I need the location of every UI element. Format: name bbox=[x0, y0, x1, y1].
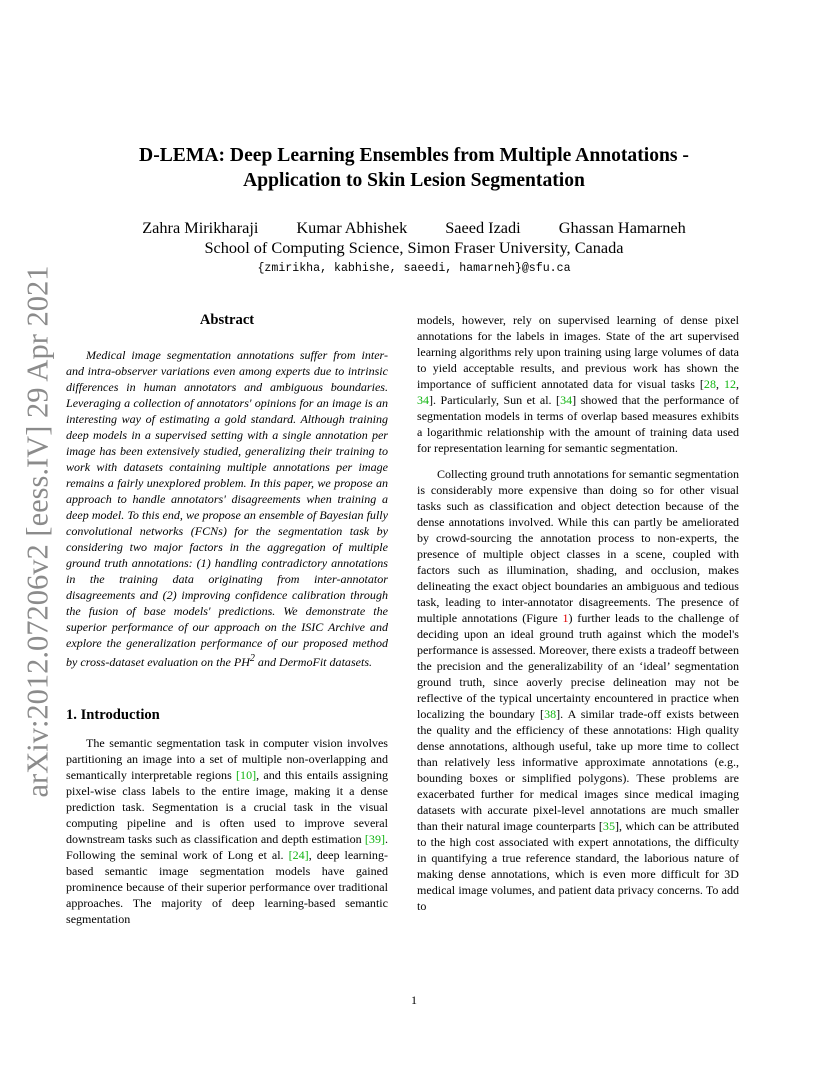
intro-paragraph-1 bbox=[66, 735, 388, 927]
author-name: Saeed Izadi bbox=[445, 218, 521, 237]
figure-reference-link[interactable]: 1 bbox=[562, 611, 569, 625]
introduction-heading: 1. Introduction bbox=[66, 707, 160, 724]
intro-text: ]. Particularly, Sun et al. [ bbox=[429, 393, 561, 407]
superscript-2: 2 bbox=[249, 653, 255, 664]
citation-link[interactable]: [24] bbox=[288, 848, 309, 863]
paper-title-line-1: D-LEMA: Deep Learning Ensembles from Multiple Annotations - bbox=[139, 145, 689, 166]
intro-text: The semantic segmentation task in computer vision involves partitioning an image into a set of multiple non-overlapping and semantically interpretable regions bbox=[66, 736, 388, 783]
citation-link[interactable]: 28 bbox=[703, 377, 716, 391]
abstract-body bbox=[66, 347, 388, 670]
intro-text: ) further leads to the challenge of deciding upon an ideal ground truth against which the model's performance is assessed. Moreover, there exists a tradeoff between the precision and the generalizability of an ‘ideal’ segmentation ground truth, since aoverly precise delineation may not be reflective of the typical uncertainty encountered in practice when localizing the boundary [ bbox=[417, 611, 739, 721]
citation-link[interactable]: 12 bbox=[723, 377, 736, 391]
citation-link[interactable]: 38 bbox=[544, 707, 557, 721]
intro-text: Collecting ground truth annotations for semantic segmentation is considerably more expensive than doing so for other visual tasks such as classification and object detection because of the dense annotations involved. While this can partly be ameliorated by crowd-sourcing the annotation process to non-experts, the presence of multiple object classes in a scene, coupled with factors such as illumination, shading, and occlusion, makes delineating the exact object boundaries an ambiguous and tedious task, leading to inter-annotator disagreements. The presence of multiple annotations (Figure bbox=[417, 467, 739, 625]
intro-text: , bbox=[715, 377, 724, 391]
right-column bbox=[417, 312, 739, 914]
abstract-text-part: Medical image segmentation annotations suffer from inter- and intra-observer variations even among experts due to intrinsic differences in human annotators and ambiguous boundaries. Leveraging a collection of annotators' opinions for an image is an interesting way of estimating a gold standard. Although training deep models in a supervised setting with a single annotation per image has been extensively studied, generalizing their training to work with datasets containing multiple annotations per image remains a fairly unexplored problem. In this paper, we propose an approach to handle annotators' disagreements when training a deep model. To this end, we propose an ensemble of Bayesian fully convolutional networks (FCNs) for the segmentation task by considering two major factors in the aggregation of multiple ground truth annotations: (1) handling contradictory annotations in the training data originating from inter-annotator disagreements and (2) improving confidence calibration through the fusion of base models' predictions. We demonstrate the superior performance of our approach on the ISIC Archive and explore the generalization performance of our proposed method by cross-dataset evaluation on the PH bbox=[66, 348, 388, 670]
author-emails: {zmirikha, kabhishe, saeedi, hamarneh}@sfu.ca bbox=[257, 262, 571, 275]
left-column bbox=[66, 312, 388, 927]
author-name: Kumar Abhishek bbox=[296, 218, 408, 237]
citation-link[interactable]: 34 bbox=[417, 393, 430, 407]
citation-link[interactable]: 35 bbox=[602, 819, 615, 833]
author-name: Ghassan Hamarneh bbox=[558, 218, 686, 237]
page-number: 1 bbox=[410, 993, 418, 1007]
paper-title-line-2: Application to Skin Lesion Segmentation bbox=[243, 170, 585, 191]
intro-text: , deep learning-based semantic image segmentation models have gained prominence because of their superior performance over traditional approaches. The majority of deep learning-based semantic segmentation bbox=[66, 848, 388, 927]
arxiv-identifier-text: arXiv:2012.07206v2 [eess.IV] 29 Apr 2021 bbox=[20, 265, 55, 797]
intro-text: , and this entails assigning pixel-wise class labels to the entire image, making it a dense prediction task. Segmentation is a crucial task in the visual computing pipeline and is often used to improve several downstream tasks such as classification and depth estimation bbox=[66, 768, 388, 847]
intro-paragraph-2 bbox=[417, 466, 739, 914]
abstract-text-part: and DermoFit datasets. bbox=[254, 655, 373, 670]
intro-text: ] showed that the performance of segmentation models in terms of overlap based measures exhibits a logarithmic relationship with the amount of training data used for representation learning for semantic segmentation. bbox=[417, 393, 740, 455]
intro-text: models, however, rely on supervised learning of dense pixel annotations for the labels in images. State of the art supervised learning algorithms rely upon training using large volumes of data to yield acceptable results, and previous work has shown the importance of sufficient annotated data for visual tasks [ bbox=[417, 313, 739, 391]
author-name: Zahra Mirikharaji bbox=[142, 218, 259, 237]
intro-text: ], which can be attributed to the high cost associated with expert annotations, the difficulty in quantifying a true reference standard, the laborious nature of making dense annotations, which is even more difficult for 3D medical image volumes, and patient data privacy concerns. To add to bbox=[417, 819, 740, 913]
citation-link[interactable]: [10] bbox=[236, 768, 257, 783]
abstract-heading: Abstract bbox=[199, 312, 255, 328]
citation-link[interactable]: [39] bbox=[364, 832, 385, 847]
intro-text: , bbox=[735, 377, 739, 391]
citation-link[interactable]: 34 bbox=[560, 393, 573, 407]
intro-text: ]. A similar trade-off exists between the quality and the efficiency of these annotations: High quality dense annotations, although useful, take up more time to collect than relatively less informative approximate annotations (e.g., bounding boxes or simplified polygons). These problems are exacerbated further for medical images since medical imaging datasets with accurate pixel-level annotations are much smaller than their natural image counterparts [ bbox=[417, 707, 740, 833]
intro-paragraph-1-continued bbox=[417, 312, 739, 456]
affiliation: School of Computing Science, Simon Fraser University, Canada bbox=[204, 238, 624, 257]
author-list bbox=[0, 218, 828, 238]
title-block bbox=[0, 143, 828, 193]
intro-text: . Following the seminal work of Long et al. bbox=[66, 832, 388, 863]
arxiv-identifier-stamp bbox=[18, 265, 58, 797]
